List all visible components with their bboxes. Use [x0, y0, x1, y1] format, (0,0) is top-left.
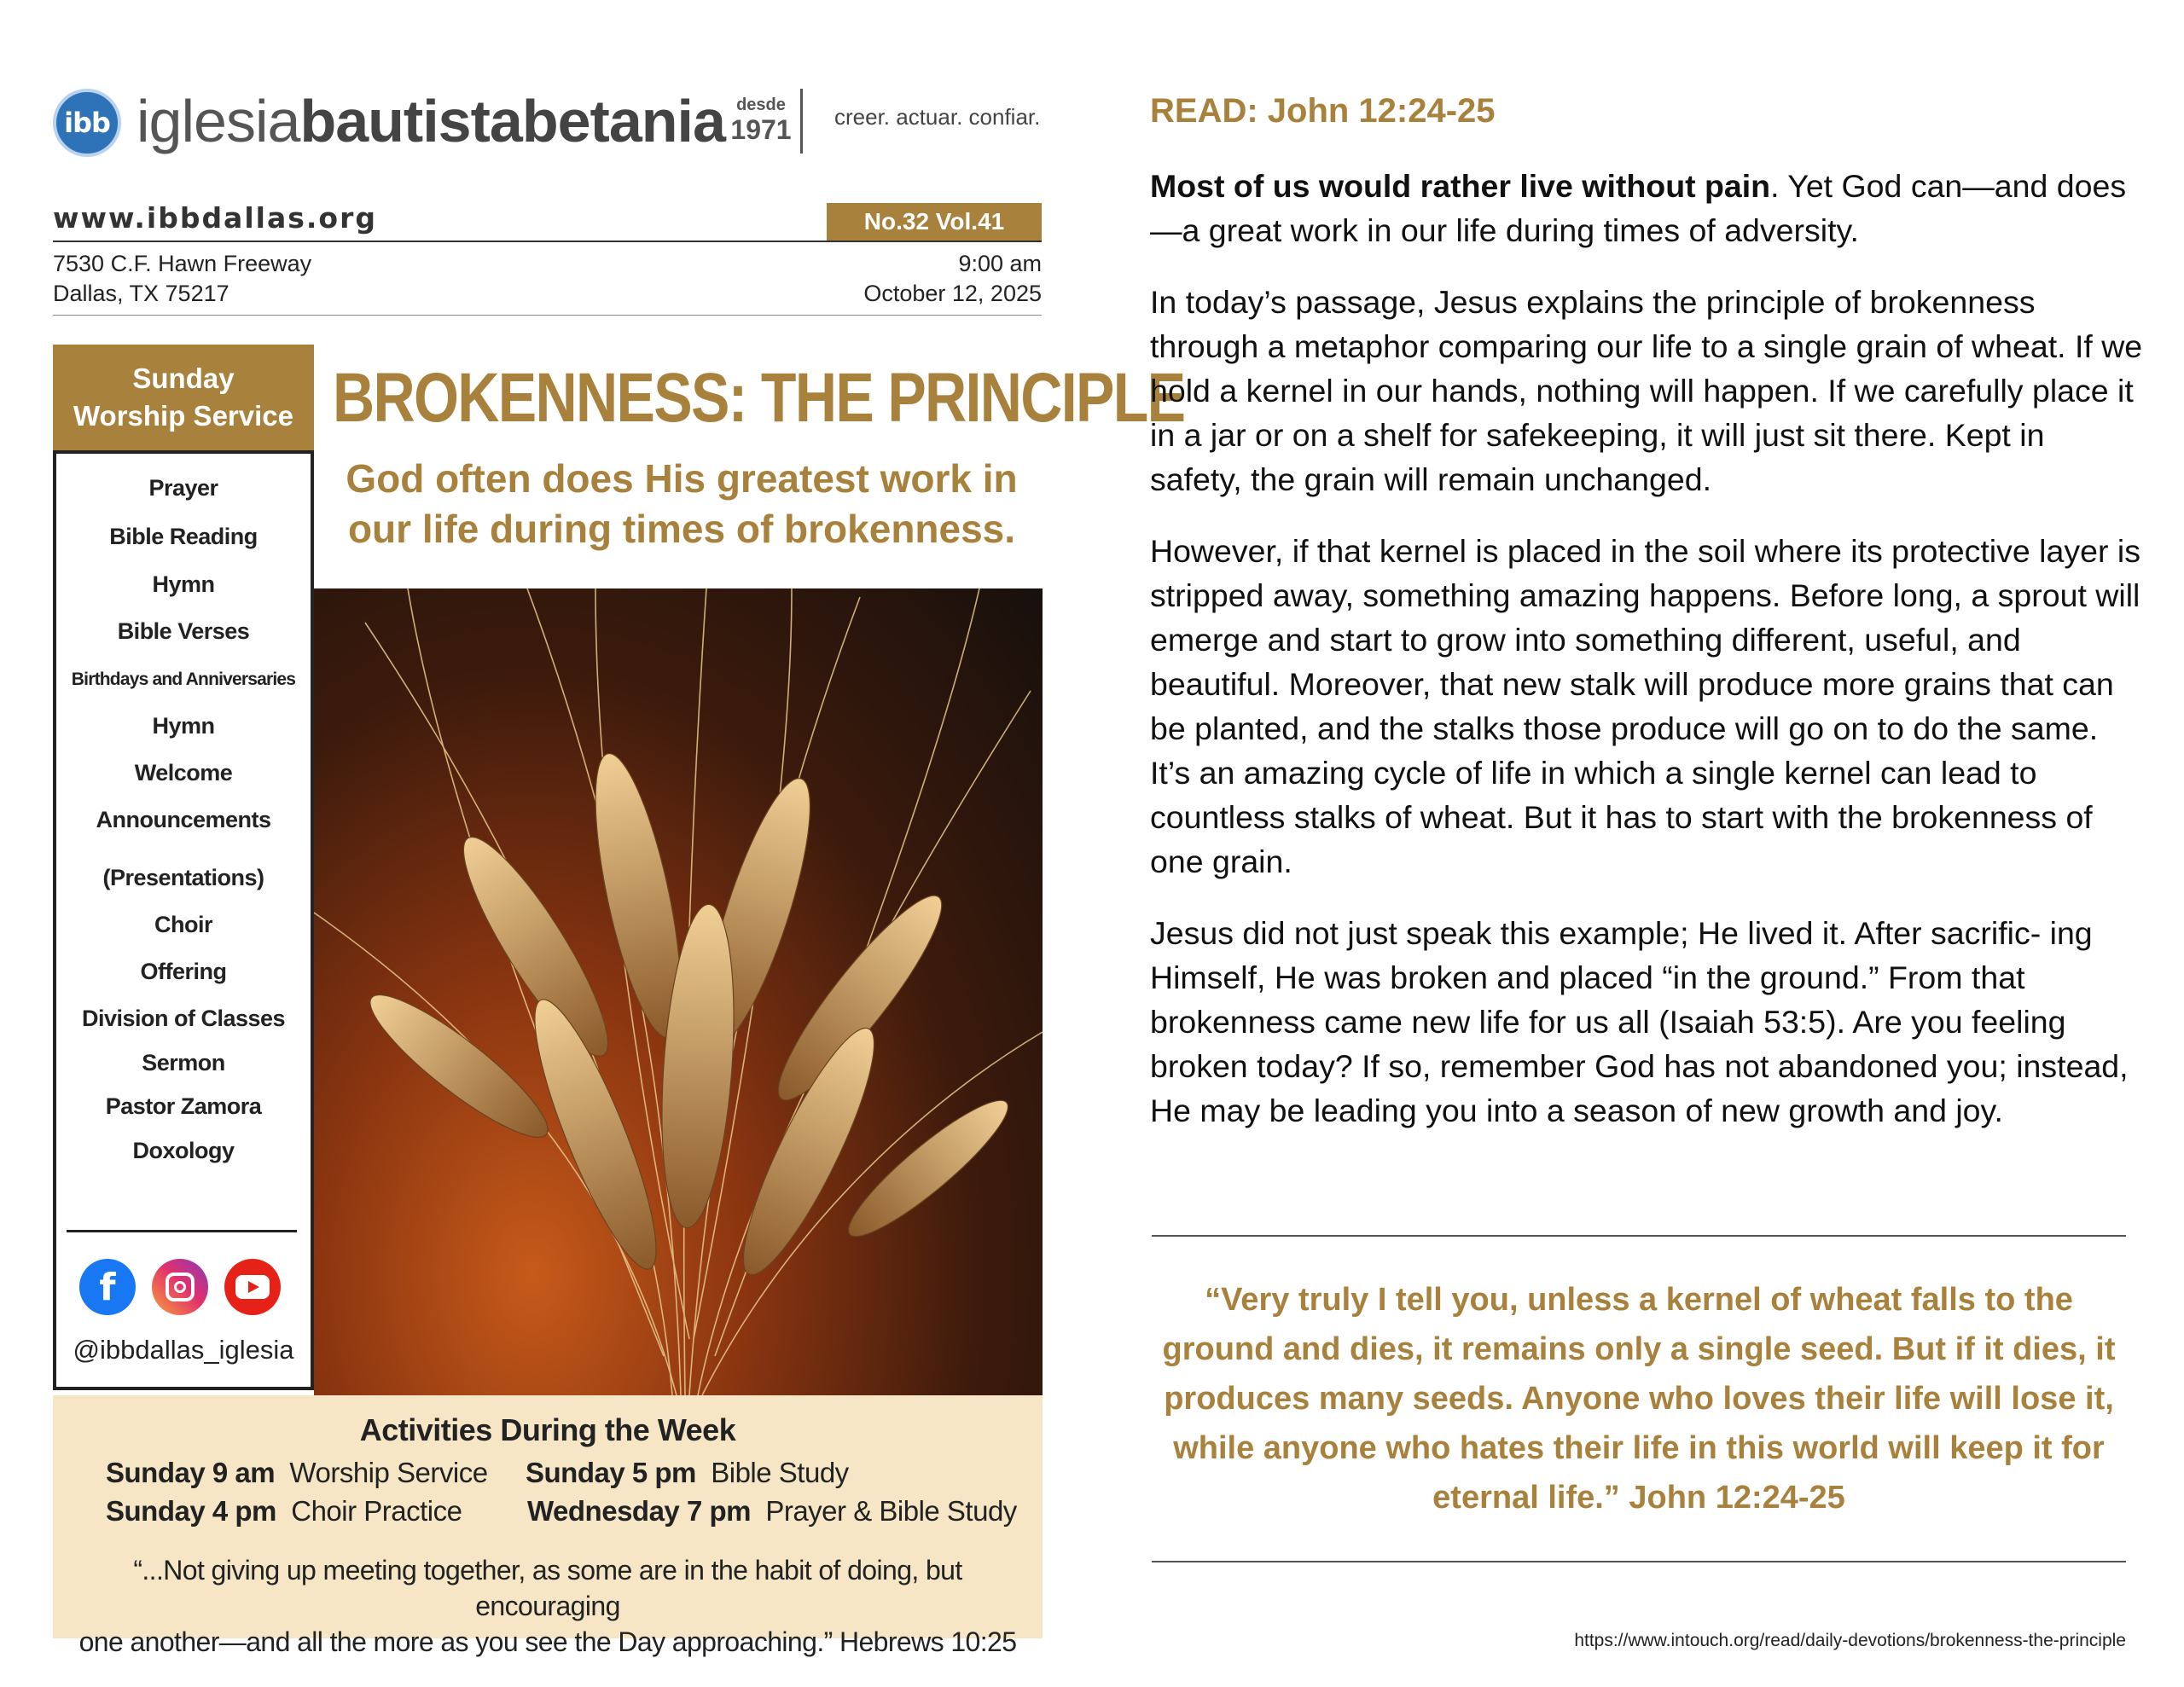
service-title-line1: Sunday: [132, 362, 235, 394]
activity-item: [527, 1495, 1017, 1528]
facebook-icon[interactable]: f: [79, 1259, 136, 1315]
devotional-paragraph: However, if that kernel is placed in the soil where its protective layer is stripped away, something amazing happens. Before long, a sprout will emerge and start to grow into something different, useful, and beautiful. Moreover, that new stalk will produce more grains that can be planted, and the stalks those produce will go on to do the same. It’s an amazing cycle of life in which a single kernel can lead to countless stalks of wheat. But it has to start with the brokenness of one grain.: [1150, 533, 2140, 879]
service-item: Pastor Zamora: [105, 1093, 262, 1119]
service-title-line2: Worship Service: [73, 400, 293, 432]
service-item: Division of Classes: [81, 1006, 286, 1031]
devotional-paragraph: In today’s passage, Jesus explains the principle of brokenness through a metaphor comparing our life to a single grain of wheat. If we hold a kernel in our hands, nothing will happen. If we carefully place it in a jar or on a shelf for safekeeping, it will just sit there. Kept in safety, the grain will remain unchanged.: [1150, 284, 2143, 497]
motto: creer. actuar. confiar.: [834, 104, 1041, 130]
service-item: Birthdays and Anniversaries: [71, 670, 296, 689]
service-item: Prayer: [148, 475, 218, 501]
intro-bold: Most of us would rather live without pain: [1150, 168, 1771, 204]
since-badge: [727, 96, 795, 145]
activity-what: Choir Practice: [291, 1495, 462, 1527]
service-divider: [67, 1230, 297, 1232]
social-handle[interactable]: @ibbdallas_iglesia: [73, 1335, 294, 1365]
devotional-intro: [1150, 164, 2144, 252]
service-item: Hymn: [152, 713, 215, 739]
issue-badge: No.32 Vol.41: [827, 203, 1042, 241]
logo-text: ibb: [64, 107, 110, 139]
quote-line1: “...Not giving up meeting together, as some are in the habit of doing, but encouraging: [133, 1555, 962, 1621]
service-date: October 12, 2025: [863, 281, 1042, 306]
church-name-light: iglesia: [136, 88, 300, 154]
since-year: 1971: [730, 114, 792, 145]
address-line2: Dallas, TX 75217: [53, 281, 229, 306]
header-rule-bottom: [53, 315, 1042, 316]
feature-title: BROKENNESS: THE PRINCIPLE: [333, 359, 1185, 437]
service-item: Bible Reading: [109, 524, 258, 549]
address-line1: 7530 C.F. Hawn Freeway: [53, 251, 312, 276]
service-time: 9:00 am: [958, 251, 1042, 276]
wheat-illustration: [314, 588, 1043, 1395]
activity-when: Wednesday 7 pm: [527, 1495, 751, 1527]
church-address: [53, 249, 311, 309]
service-item: Bible Verses: [117, 618, 250, 644]
service-item: Doxology: [132, 1138, 235, 1163]
wheat-photo: [314, 588, 1043, 1395]
service-item: Offering: [140, 959, 227, 984]
feature-subtitle: [319, 454, 1044, 554]
activity-item: [526, 1457, 849, 1489]
activities-title: Activities During the Week: [359, 1412, 736, 1447]
service-item: Welcome: [134, 760, 233, 786]
activity-item: [106, 1457, 488, 1489]
activity-what: Worship Service: [289, 1457, 488, 1488]
activity-when: Sunday 4 pm: [106, 1495, 276, 1527]
activity-what: Prayer & Bible Study: [765, 1495, 1017, 1527]
subtitle-line2: our life during times of brokenness.: [347, 507, 1016, 551]
service-item: (Presentations): [102, 865, 264, 890]
scripture-quote: “Very truly I tell you, unless a kernel of wheat falls to the ground and dies, it remains only a single seed. But if it dies, it produces many seeds. Anyone who loves their life will lose it, while anyone who hates their life in this world will keep it for eternal life.” John 12:24-25: [1162, 1282, 2116, 1516]
since-label: desde: [736, 96, 786, 114]
service-item: Announcements: [96, 807, 271, 832]
verse-rule-bottom: [1152, 1561, 2126, 1562]
church-name: [136, 85, 725, 157]
header-rule: [53, 241, 1042, 242]
church-name-bold: bautistabetania: [299, 88, 725, 154]
activities-quote: [60, 1552, 1036, 1660]
verse-rule-top: [1152, 1235, 2126, 1237]
quote-line2: one another—and all the more as you see the Day approaching.” Hebrews 10:25: [78, 1626, 1017, 1657]
header-divider: [800, 89, 803, 154]
website-link[interactable]: www.ibbdallas.org: [53, 201, 377, 235]
activity-when: Sunday 5 pm: [526, 1457, 696, 1488]
service-item: Hymn: [152, 571, 215, 597]
subtitle-line1: God often does His greatest work in: [346, 456, 1018, 501]
activity-item: [106, 1495, 462, 1528]
church-logo: [53, 89, 121, 157]
service-item: Sermon: [142, 1050, 225, 1075]
service-datetime: [734, 249, 1042, 309]
activity-when: Sunday 9 am: [106, 1457, 276, 1488]
instagram-icon[interactable]: [152, 1259, 208, 1315]
service-item: Choir: [154, 912, 212, 937]
source-link[interactable]: https://www.intouch.org/read/daily-devotions/brokenness-the-principle: [1574, 1631, 2126, 1650]
reading-reference: READ: John 12:24-25: [1150, 92, 1496, 130]
activity-what: Bible Study: [711, 1457, 849, 1488]
devotional-paragraph: Jesus did not just speak this example; He lived it. After sacrific- ing Himself, He was broken and placed “in the ground.” From that brokenness came new life for us all (Isaiah 53:5). Are you feeling broken today? If so, remember God has not abandoned you; instead, He may be leading you into a season of new growth and joy.: [1150, 915, 2129, 1128]
service-title: [53, 345, 314, 450]
youtube-icon[interactable]: [224, 1259, 281, 1315]
intro-rest: . Yet God can—and does—a great work in our life during times of adversity.: [1150, 168, 2127, 248]
